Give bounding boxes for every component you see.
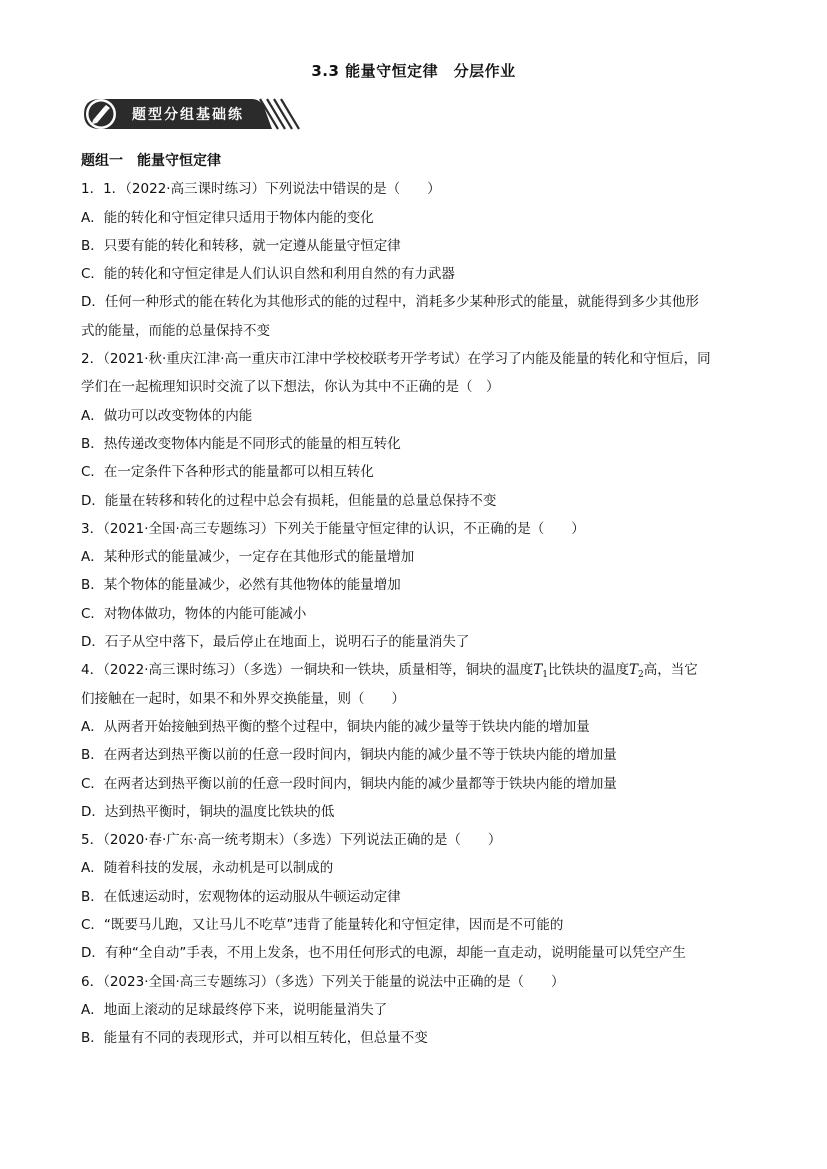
option-c: C．对物体做功，物体的内能可能减小 [81,605,307,622]
option-d: D．石子从空中落下，最后停止在地面上，说明石子的能量消失了 [81,634,470,651]
option-b: B．在两者达到热平衡以前的任意一段时间内，铜块内能的减少量不等于铁块内能的增加量 [81,747,617,764]
question-stem [81,656,751,684]
question-3 [81,515,751,656]
question-5 [81,826,751,967]
stem-part-1: 4．（2022·高三课时练习）（多选）一铜块和一铁块，质量相等，铜块的温度 [81,662,534,679]
option-a: A．从两者开始接触到热平衡的整个过程中，铜块内能的减少量等于铁块内能的增加量 [81,718,590,735]
question-stem: 3．（2021·全国·高三专题练习）下列关于能量守恒定律的认识，不正确的是（ ） [81,520,585,537]
option-d-continued: 式的能量，而能的总量保持不变 [81,322,270,339]
stem-part-3: 高，当它 [643,662,698,679]
temperature-t2: $T_2$ [629,662,644,681]
question-1 [81,175,751,345]
banner-label: 题型分组基础练 [132,107,244,123]
pencil-disc-icon [86,99,116,129]
option-a: A．能的转化和守恒定律只适用于物体内能的变化 [81,209,374,226]
option-a: A．做功可以改变物体的内能 [81,407,253,424]
stem-part-2: 比铁块的温度 [548,662,629,679]
option-b: B．在低速运动时，宏观物体的运动服从牛顿运动定律 [81,888,401,905]
question-4 [81,656,751,826]
question-6 [81,968,751,1053]
option-b: B．能量有不同的表现形式，并可以相互转化，但总量不变 [81,1030,428,1047]
option-d: D．能量在转移和转化的过程中总会有损耗，但能量的总量总保持不变 [81,492,497,509]
group-title: 题组一 能量守恒定律 [81,153,221,169]
question-stem: 5．（2020·春·广东·高一统考期末）（多选）下列说法正确的是（ ） [81,832,502,849]
question-stem: 2．（2021·秋·重庆江津·高一重庆市江津中学校校联考开学考试）在学习了内能及能量的转化和守恒后，同 [81,351,711,368]
option-a: A．地面上滚动的足球最终停下来，说明能量消失了 [81,1001,388,1018]
question-stem-continued: 们接触在一起时，如果不和外界交换能量，则（ ） [81,690,405,707]
option-a: A．随着科技的发展，永动机是可以制成的 [81,860,334,877]
option-c: C．“既要马儿跑，又让马儿不吃草”违背了能量转化和守恒定律，因而是不可能的 [81,917,564,934]
option-c: C．在两者达到热平衡以前的任意一段时间内，铜块内能的减少量都等于铁块内能的增加量 [81,775,617,792]
option-b: B．某个物体的能量减少，必然有其他物体的能量增加 [81,577,401,594]
option-d: D．达到热平衡时，铜块的温度比铁块的低 [81,803,335,820]
section-banner [82,95,300,133]
question-stem: 1．1．（2022·高三课时练习）下列说法中错误的是（ ） [81,181,441,198]
temperature-t1: $T_1$ [533,662,548,681]
option-d: D．任何一种形式的能在转化为其他形式的能的过程中，消耗多少某种形式的能量，就能得到多少其他形 [81,294,699,311]
option-b: B．只要有能的转化和转移，就一定遵从能量守恒定律 [81,237,401,254]
option-b: B．热传递改变物体内能是不同形式的能量的相互转化 [81,435,401,452]
option-d: D．有种“全自动”手表，不用上发条，也不用任何形式的电源，却能一直走动，说明能量可以凭空产生 [81,945,686,962]
question-stem-continued: 学们在一起梳理知识时交流了以下想法，你认为其中不正确的是（ ） [81,379,500,396]
option-c: C．能的转化和守恒定律是人们认识自然和利用自然的有力武器 [81,266,455,283]
option-a: A．某种形式的能量减少，一定存在其他形式的能量增加 [81,549,415,566]
document-title: 3.3 能量守恒定律 分层作业 [311,62,516,80]
question-stem: 6．（2023·全国·高三专题练习）（多选）下列关于能量的说法中正确的是（ ） [81,973,565,990]
question-list [81,147,751,1053]
option-c: C．在一定条件下各种形式的能量都可以相互转化 [81,464,374,481]
question-2 [81,345,751,515]
